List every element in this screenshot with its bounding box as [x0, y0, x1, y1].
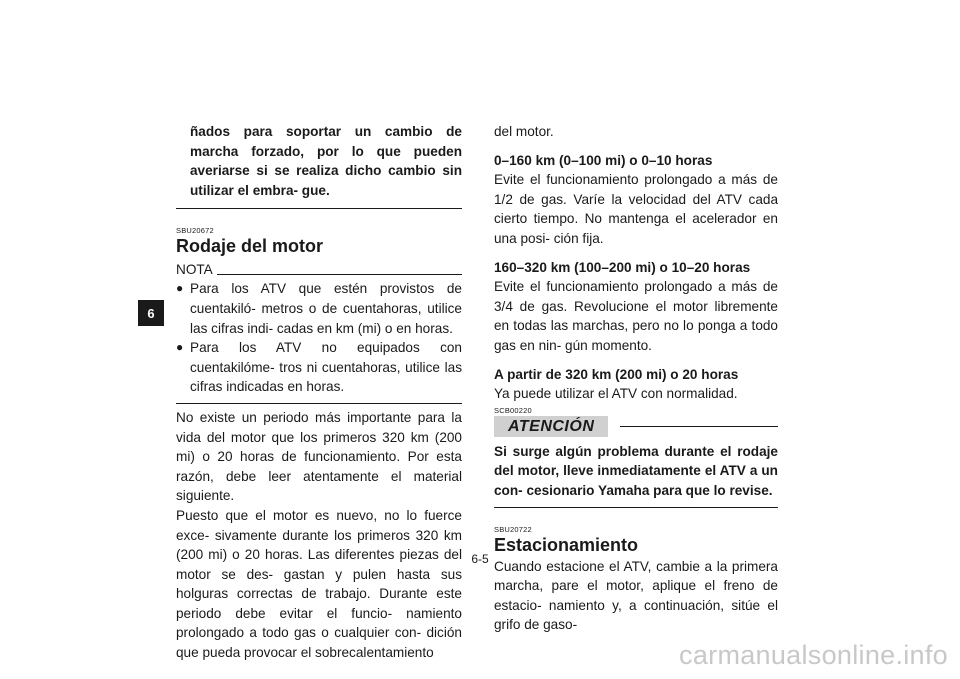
body-paragraph: Puesto que el motor es nuevo, no lo fuerce exce- sivamente durante los primeros 320 km (200 mi) o 20 horas. Las diferentes piezas del motor se des- gastan y pulen hasta sus holguras correctas de trabajo. Durante este periodo debe evitar el funcio- namiento prolongado a todo gas o cualquier con- dición que pueda provocar el sobrecalentamiento [176, 507, 462, 661]
nota-bullet [176, 279, 462, 338]
caution-header [494, 416, 778, 437]
nota-bullet [176, 338, 462, 397]
stage-heading: 160–320 km (100–200 mi) o 10–20 horas [494, 259, 751, 275]
stage-heading: 0–160 km (0–100 mi) o 0–10 horas [494, 152, 713, 168]
nota-bullet-text: Para los ATV que estén provistos de cuentakiló- metros o de cuentahoras, utilice las cifras indi- cadas en km (mi) o en horas. [190, 281, 462, 336]
stage-text: Ya puede utilizar el ATV con normalidad. [494, 386, 738, 402]
chapter-tab: 6 [138, 300, 164, 326]
warning-continued-text: ñados para soportar un cambio de marcha forzado, por lo que pueden averiarse si se realiza dicho cambio sin utilizar el embra- gue. [190, 124, 462, 198]
section-title: Estacionamiento [494, 534, 639, 555]
page-number: 6-5 [471, 552, 489, 566]
caution-code: SCB00220 [494, 405, 532, 415]
caution-end-rule [494, 507, 778, 508]
nota-header [176, 261, 462, 279]
bullet-dot-icon: ● [176, 281, 184, 296]
nota-end-rule [176, 403, 462, 404]
bullet-dot-icon: ● [176, 340, 184, 355]
nota-rule [217, 274, 462, 275]
caution-label: ATENCIÓN [494, 416, 608, 437]
caution-text: Si surge algún problema durante el rodaje del motor, lleve inmediatamente el ATV a un con- cesionario Yamaha para que lo revise. [494, 443, 778, 498]
stage-text: Evite el funcionamiento prolongado a más de 1/2 de gas. Varíe la velocidad del ATV cada cierto tiempo. No mantenga el acelerador en una posi- ción fija. [494, 172, 778, 246]
stage-text: Evite el funcionamiento prolongado a más de 3/4 de gas. Revolucione el motor libremente en todas las marchas, pero no lo ponga a todo gas en nin- gún momento. [494, 279, 778, 353]
body-paragraph: No existe un periodo más importante para la vida del motor que los primeros 320 km (200 mi) o 20 horas de funcionamiento. Por esta razón, debe leer atentamente el material siguiente. [176, 409, 462, 504]
stage-heading: A partir de 320 km (200 mi) o 20 horas [494, 366, 739, 382]
continued-text: del motor. [494, 124, 554, 139]
watermark: carmanualsonline.info [679, 640, 948, 670]
section-title: Rodaje del motor [176, 236, 324, 257]
warning-end-rule [176, 208, 462, 209]
section-code: SBU20672 [176, 226, 214, 236]
section-code: SBU20722 [494, 524, 532, 534]
nota-bullet-text: Para los ATV no equipados con cuentakilóme- tros ni cuentahoras, utilice las cifras indicadas en horas. [190, 340, 462, 395]
nota-label: NOTA [176, 262, 213, 278]
left-column [176, 122, 462, 663]
body-paragraph: Cuando estacione el ATV, cambie a la primera marcha, pare el motor, aplique el freno de estacio- namiento y, a continuación, sitúe el grifo de gaso- [494, 558, 778, 633]
caution-rule [620, 426, 778, 427]
